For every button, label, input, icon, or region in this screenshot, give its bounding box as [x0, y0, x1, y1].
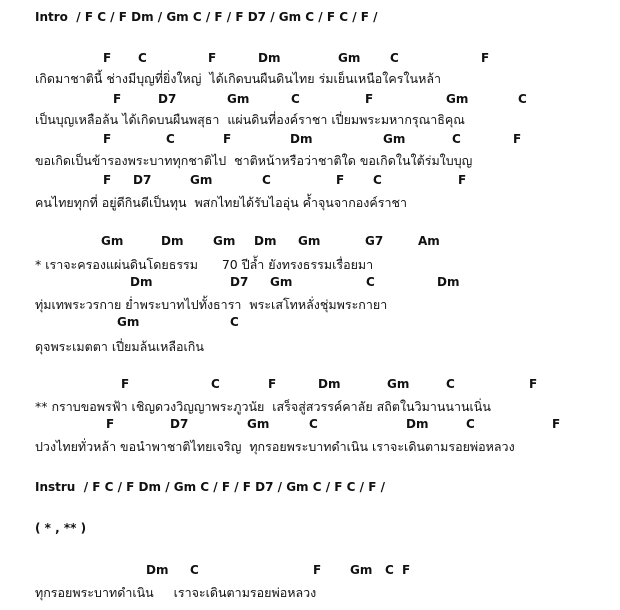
chord: C: [138, 51, 147, 65]
chord: C: [190, 563, 199, 577]
chord: Dm: [318, 377, 341, 391]
chord: F: [513, 132, 522, 146]
lyric-line: เป็นบุญเหลือล้น ได้เกิดบนผืนพสุธา แผ่นดินที่องค์ราชา เปี่ยมพระมหากรุณาธิคุณ: [35, 112, 465, 127]
chord: C: [466, 417, 475, 431]
instru-line: Instru / F C / F Dm / Gm C / F / F D7 / Gm C / F C / F /: [35, 480, 385, 494]
chord: Gm: [117, 315, 140, 329]
chord: Dm: [258, 51, 281, 65]
chord: F: [529, 377, 538, 391]
chord: Gm: [247, 417, 270, 431]
chord: F: [365, 92, 374, 106]
chord: D7: [230, 275, 249, 289]
chord: C: [373, 173, 382, 187]
lyric-line: คนไทยทุกที่ อยู่ดีกินดีเป็นทุน พสกไทยได้รับไออุ่น ค้ำจุนจากองค์ราชา: [35, 195, 407, 210]
chord: F: [402, 563, 411, 577]
chord: C: [390, 51, 399, 65]
chord: F: [336, 173, 345, 187]
chord: Dm: [254, 234, 277, 248]
chord: Am: [418, 234, 440, 248]
chord: F: [106, 417, 115, 431]
lyric-line: ทุ่มเทพระวรกาย ย่ำพระบาทไปทั้งธารา พระเสโทหลั่งชุ่มพระกายา: [35, 297, 388, 312]
chord: D7: [158, 92, 177, 106]
chord: Dm: [406, 417, 429, 431]
chord: C: [385, 563, 394, 577]
chord: Dm: [290, 132, 313, 146]
chord: C: [262, 173, 271, 187]
chord: Gm: [227, 92, 250, 106]
chord: F: [313, 563, 322, 577]
chord: C: [518, 92, 527, 106]
chord: F: [113, 92, 122, 106]
chord: Gm: [213, 234, 236, 248]
chord: D7: [170, 417, 189, 431]
chord: F: [552, 417, 561, 431]
chord: Gm: [383, 132, 406, 146]
chord: Gm: [190, 173, 213, 187]
chord: Gm: [101, 234, 124, 248]
chord: Dm: [146, 563, 169, 577]
chord: Dm: [130, 275, 153, 289]
chord: C: [366, 275, 375, 289]
lyric-line: * เราจะครองแผ่นดินโดยธรรม 70 ปีล้ำ ยังทรงธรรมเรื่อยมา: [35, 257, 374, 272]
lyric-line: ทุกรอยพระบาทดำเนิน เราจะเดินตามรอยพ่อหลวง: [35, 585, 317, 600]
chord: Dm: [161, 234, 184, 248]
chord: F: [121, 377, 130, 391]
chord: F: [208, 51, 217, 65]
chord: F: [268, 377, 277, 391]
chord: F: [481, 51, 490, 65]
chord: C: [452, 132, 461, 146]
chord: C: [446, 377, 455, 391]
chord: F: [458, 173, 467, 187]
chord: Gm: [350, 563, 373, 577]
chord: Gm: [338, 51, 361, 65]
repeat-marker: ( * , ** ): [35, 521, 87, 535]
chord: Gm: [446, 92, 469, 106]
chord: C: [230, 315, 239, 329]
lyric-line: ดุจพระเมตตา เปี่ยมล้นเหลือเกิน: [35, 339, 204, 354]
chord: C: [211, 377, 220, 391]
chord: G7: [365, 234, 384, 248]
chord: Gm: [387, 377, 410, 391]
chord: Gm: [298, 234, 321, 248]
lyric-line: ขอเกิดเป็นข้ารองพระบาททุกชาติไป ชาติหน้าหรือว่าชาติใด ขอเกิดในใต้ร่มใบบุญ: [35, 153, 473, 168]
chord: F: [103, 51, 112, 65]
lyric-line: ปวงไทยทั่วหล้า ขอนำพาชาติไทยเจริญ ทุกรอยพระบาทดำเนิน เราจะเดินตามรอยพ่อหลวง: [35, 439, 515, 454]
chord: F: [103, 173, 112, 187]
lyric-line: เกิดมาชาตินี้ ช่างมีบุญที่ยิ่งใหญ่ ได้เกิดบนผืนดินไทย ร่มเย็นเหนือใครในหล้า: [35, 71, 441, 86]
chord: C: [291, 92, 300, 106]
chord: Dm: [437, 275, 460, 289]
chord: D7: [133, 173, 152, 187]
chord: Gm: [270, 275, 293, 289]
chord: F: [223, 132, 232, 146]
lyric-line: ** กราบขอพรฟ้า เชิญดวงวิญญาพระภูวนัย เสร็จสู่สวรรค์คาลัย สถิตในวิมานนานเนิ่น: [35, 399, 491, 414]
intro-line: Intro / F C / F Dm / Gm C / F / F D7 / Gm C / F C / F /: [35, 10, 378, 24]
chord: C: [166, 132, 175, 146]
chord: F: [103, 132, 112, 146]
chord: C: [309, 417, 318, 431]
